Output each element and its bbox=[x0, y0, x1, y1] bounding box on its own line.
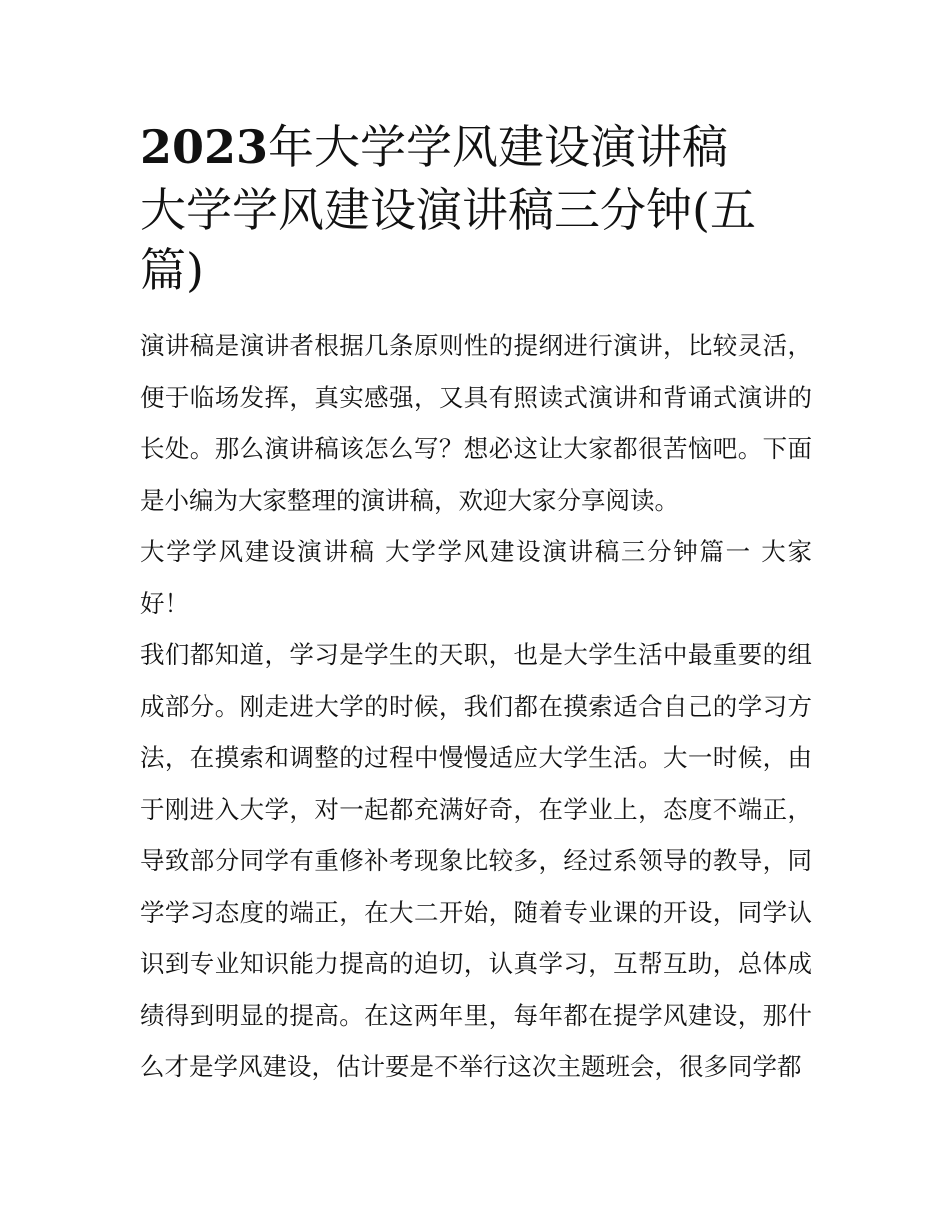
intro-paragraph: 演讲稿是演讲者根据几条原则性的提纲进行演讲，比较灵活，便于临场发挥，真实感强，又具有照读式演讲和背诵式演讲的长处。那么演讲稿该怎么写？想必这让大家都很苦恼吧。下面是小编为大家整理的演讲稿，欢迎大家分享阅读。 bbox=[140, 331, 812, 515]
title-line-1 bbox=[140, 118, 812, 176]
document-title bbox=[140, 118, 812, 300]
title-year: 2023 bbox=[140, 120, 269, 174]
title-line-2: 大学学风建设演讲稿三分钟(五篇) bbox=[140, 183, 756, 297]
document-body bbox=[140, 320, 812, 1093]
document-page bbox=[140, 118, 812, 1093]
section-heading-paragraph: 大学学风建设演讲稿 大学学风建设演讲稿三分钟篇一 大家好！ bbox=[140, 537, 812, 618]
title-rest: 年大学学风建设演讲稿 bbox=[268, 120, 729, 174]
body-paragraph: 我们都知道，学习是学生的天职，也是大学生活中最重要的组成部分。刚走进大学的时候，我们都在摸索适合自己的学习方法，在摸索和调整的过程中慢慢适应大学生活。大一时候，由于刚进入大学，对一起都充满好奇，在学业上，态度不端正，导致部分同学有重修补考现象比较多，经过系领导的教导，同学学习态度的端正，在大二开始，随着专业课的开设，同学认识到专业知识能力提高的迫切，认真学习，互帮互助，总体成绩得到明显的提高。在这两年里，每年都在提学风建设，那什么才是学风建设，估计要是不举行这次主题班会，很多同学都 bbox=[140, 640, 812, 1081]
